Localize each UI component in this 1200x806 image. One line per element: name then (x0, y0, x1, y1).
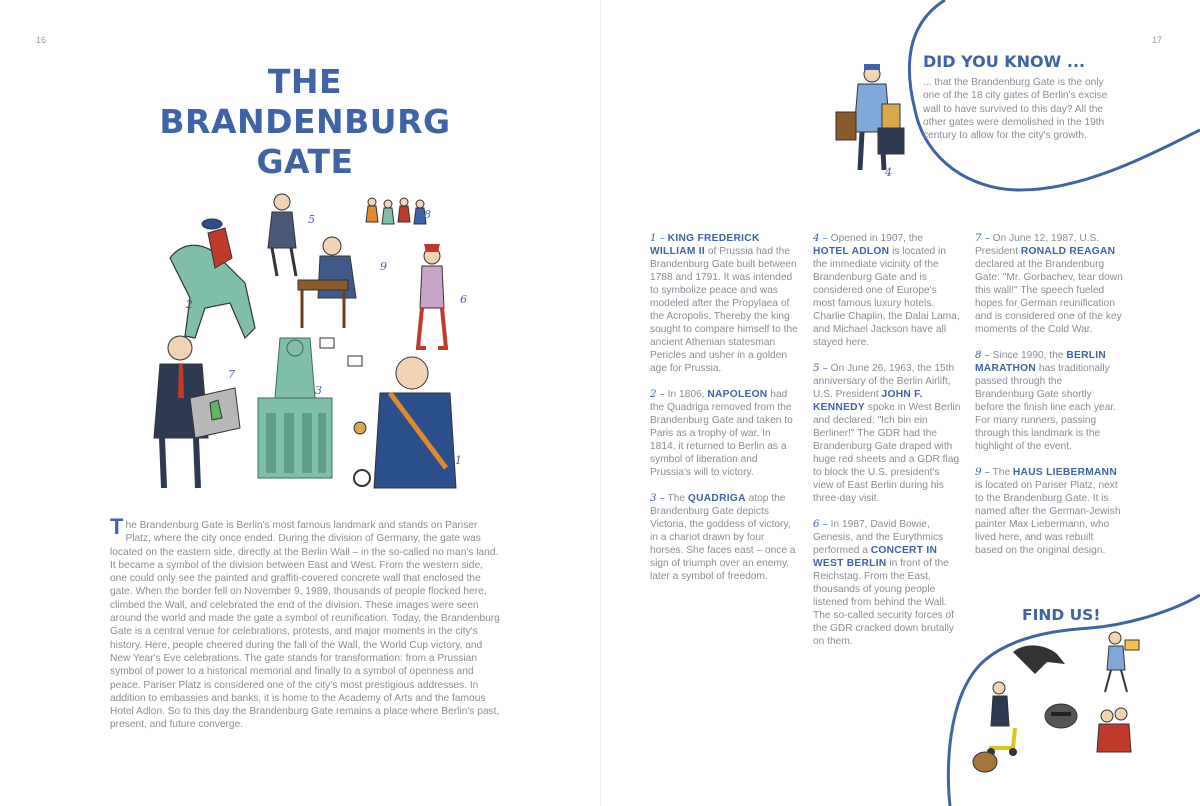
page-number-left: 16 (36, 35, 47, 45)
entry-pre: On June 26, 1963, the 15th anniversary of the Berlin Airlift, U.S. President (813, 363, 955, 400)
entry-text: atop the Brandenburg Gate depicts Victoria, the goddess of victory, in a chariot drawn by four horses. She faces east – once a sign of triumph over an enemy, later a symbol of freedom. (650, 493, 796, 582)
entry-number: 2 – (650, 389, 665, 400)
entry-pre: The (667, 493, 688, 504)
did-you-know-title: DID YOU KNOW ... (923, 52, 1086, 71)
entry-text: spoke in West Berlin and declared: "Ich bin ein Berliner!" The GDR had the Brandenburg Gate draped with huge red sheets and a GDR flag to block the U.S. president's view of East Berlin during his three-day visit. (813, 402, 961, 504)
find-us-title: FIND US! (1022, 606, 1101, 624)
entry-text: is located on Pariser Platz, next to the Brandenburg Gate. It is named after the German-Jewish painter Max Liebermann, who lived here, and was rebuilt based on the original design. (975, 480, 1121, 556)
entry-3 (650, 492, 798, 583)
drop-cap: T (110, 514, 124, 539)
title-line: BRANDENBURG (159, 102, 451, 141)
entry-number: 5 – (813, 363, 828, 374)
quadriga-gate (258, 338, 332, 478)
page-number-right: 17 (1152, 35, 1163, 45)
figure-number: 1 (455, 454, 462, 467)
entries-column-1 (650, 232, 798, 596)
find-us-illustrations (965, 630, 1165, 780)
entry-text: of Prussia had the Brandenburg Gate built between 1788 and 1791. It was intended to symbolize peace and was modeled after the Propylaea of the Acropolis. Thereby the king sought to compare himself to the ancient Athenian statesman Pericles and usher in a golden age for Prussia. (650, 246, 798, 374)
entry-pre: Since 1990, the (992, 350, 1067, 361)
entry-number: 1 – (650, 233, 665, 244)
entry-keyword: KING FREDERICK WILLIAM II (650, 233, 760, 257)
figure-number: 2 (186, 298, 193, 311)
entry-6 (813, 518, 961, 648)
entry-keyword: JOHN F. KENNEDY (813, 389, 923, 413)
crow-icon (1013, 645, 1065, 674)
entry-keyword: BERLIN MARATHON (975, 350, 1107, 374)
reagan-figure (154, 336, 240, 488)
title-line: THE (267, 62, 343, 101)
entries-column-3 (975, 232, 1123, 570)
entry-number: 8 – (975, 350, 990, 361)
person-with-sign-icon (1105, 632, 1139, 692)
entry-1 (650, 232, 798, 375)
entry-text: had the Quadriga removed from the Brandenburg Gate and taken to Paris as a trophy of war. In 1814, it returned to Berlin as a symbol of liberation and Prussia's will to victory. (650, 389, 793, 478)
figure-number: 7 (228, 368, 235, 381)
entry-keyword: QUADRIGA (687, 493, 746, 504)
entry-number: 4 – (813, 233, 828, 244)
entry-8 (975, 349, 1123, 453)
entry-text: has traditionally passed through the Brandenburg Gate shortly before the finish line each year. For many runners, passing through this landmark is the highlight of the event. (975, 363, 1117, 452)
entry-number: 3 – (650, 493, 665, 504)
intro-text: he Brandenburg Gate is Berlin's most famous landmark and stands on Pariser Platz, where the city once ended. During the division of Germany, the gate was located on the eastern side, directly at the Berlin Wall – in the so-called no man's land. It became a symbol of the division between East and West. From the western side, one could only see the painted and graffiti-covered concrete wall that enclosed the gate. When the border fell on November 9, 1989, thousands of people flocked here, climbed the Wall, and celebrated the end of the division. These images were seen around the world and made the gate a symbol of reunification. Today, the Brandenburg Gate is a central venue for celebrations, protests, and major moments in the city's history. Here, people cheered during the fall of the Wall, the World Cup victory, and New Year's Eve celebrations. The gate stands for transformation: from a Prussian symbol of power to a historical memorial and finally to a symbol of openness and peace. Pariser Platz is considered one of the city's most prestigious addresses. In addition to embassies and banks, it is home to the Academy of Arts and the famous Hotel Adlon. So to this day the Brandenburg Gate remains a place where Berlin's past, present, and future converge. (110, 520, 500, 731)
entry-pre: On June 12, 1987, U.S. President (975, 233, 1100, 257)
beaver-icon (973, 752, 997, 772)
gate-illustration (150, 188, 480, 498)
entry-2 (650, 388, 798, 479)
figure-number: 6 (460, 293, 467, 306)
entry-keyword: NAPOLEON (707, 389, 768, 400)
intro-paragraph (110, 514, 502, 732)
entry-9 (975, 466, 1123, 557)
hugging-couple-icon (1097, 708, 1131, 752)
entry-pre: The (992, 467, 1013, 478)
entry-number: 6 – (813, 519, 828, 530)
figure-number: 8 (424, 208, 431, 221)
kennedy-figure (268, 194, 296, 276)
frederick-figure (354, 357, 456, 488)
entry-number: 7 – (975, 233, 990, 244)
scooter-rider-icon (987, 682, 1017, 756)
entry-4 (813, 232, 961, 349)
marathon-runners (366, 198, 426, 224)
entry-5 (813, 362, 961, 505)
title-line: GATE (256, 142, 354, 181)
figure-number: 3 (315, 384, 322, 397)
page-title (150, 62, 460, 182)
entry-7 (975, 232, 1123, 336)
entry-number: 9 – (975, 467, 990, 478)
entry-keyword: HOTEL ADLON (813, 246, 890, 257)
entry-text: declared at the Brandenburg Gate: "Mr. Gorbachev, tear down this wall!" The speech fueled hopes for German reunification and is considered one of the key moments of the Cold War. (975, 259, 1123, 335)
figure-number: 9 (380, 260, 387, 273)
entry-text: is located in the immediate vicinity of the Brandenburg Gate and is considered one of Europe's most famous luxury hotels. Charlie Chaplin, the Dalai Lama, and Michael Jackson have all stayed here. (813, 246, 960, 348)
page-gutter (600, 0, 601, 806)
hotel-porter-illustration (832, 62, 912, 177)
entry-keyword: HAUS LIEBERMANN (1012, 467, 1117, 478)
entry-pre: In 1806, (667, 389, 708, 400)
illustration-figures (150, 188, 480, 498)
napoleon-figure (170, 219, 255, 338)
entry-keyword: RONALD REAGAN (1020, 246, 1116, 257)
entries-column-2 (813, 232, 961, 661)
did-you-know-text: ... that the Brandenburg Gate is the only one of the 18 city gates of Berlin's excise wall to have survived to this day? All the other gates were demolished in the 19th century to allow for the city's growth. (923, 77, 1108, 142)
raccoon-icon (1045, 704, 1077, 728)
figure-number: 5 (308, 213, 315, 226)
entry-pre: Opened in 1907, the (830, 233, 924, 244)
entry-pre: In 1987, David Bowie, Genesis, and the Eurythmics performed a (813, 519, 944, 556)
figure-number: 4 (885, 166, 892, 179)
entry-keyword: CONCERT IN WEST BERLIN (813, 545, 938, 569)
entry-text: in front of the Reichstag. From the East, thousands of young people listened from behind the Wall. The so-called security forces of the GDR cracked down brutally on them. (813, 558, 954, 647)
bowie-figure (418, 244, 446, 348)
